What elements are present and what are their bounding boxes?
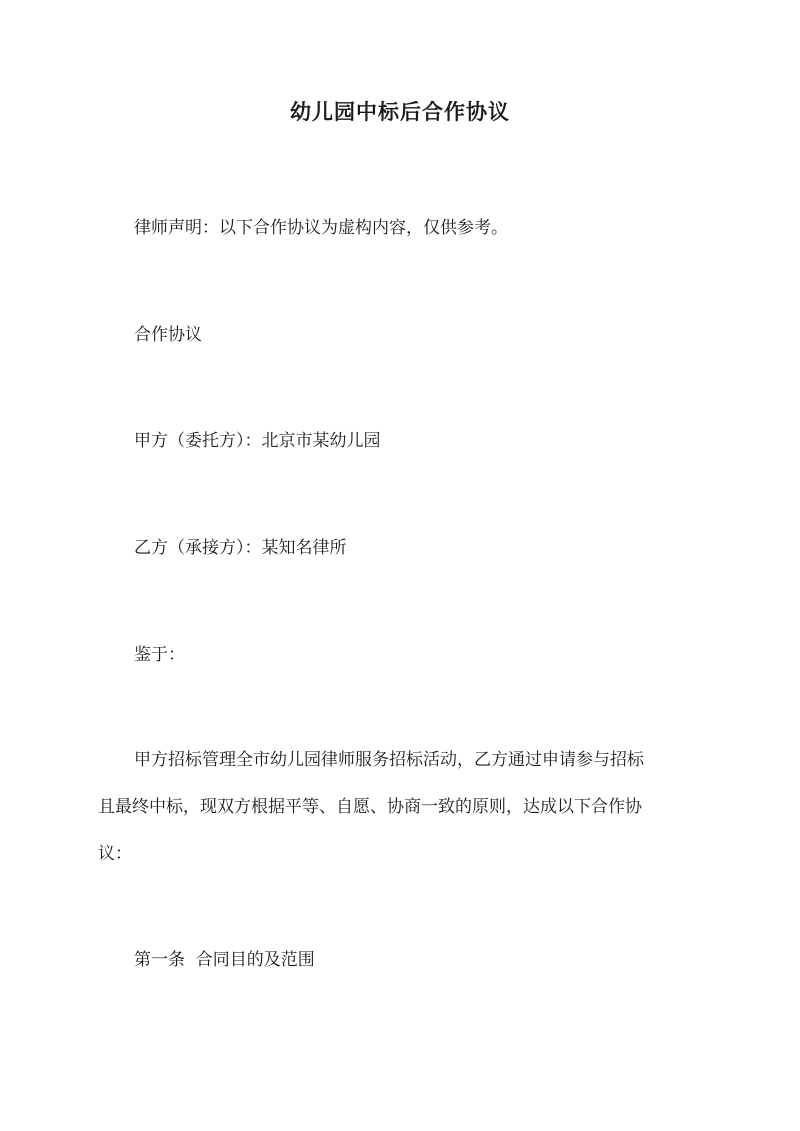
article-1-heading: 第一条 合同目的及范围 <box>134 950 315 970</box>
disclaimer-paragraph: 律师声明：以下合作协议为虚构内容，仅供参考。 <box>134 218 508 238</box>
document-title: 幼儿园中标后合作协议 <box>290 99 510 124</box>
party-a-line: 甲方（委托方）：北京市某幼儿园 <box>134 431 381 451</box>
whereas-line: 鉴于： <box>134 645 185 665</box>
recital-line: 甲方招标管理全市幼儿园律师服务招标活动，乙方通过申请参与招标 <box>134 750 644 770</box>
recital-line: 且最终中标，现双方根据平等、自愿、协商一致的原则，达成以下合作协 <box>98 797 642 817</box>
recital-paragraph <box>98 737 708 878</box>
recital-line: 议： <box>98 844 132 864</box>
agreement-heading: 合作协议 <box>134 325 202 345</box>
party-b-line: 乙方（承接方）：某知名律所 <box>134 538 347 558</box>
